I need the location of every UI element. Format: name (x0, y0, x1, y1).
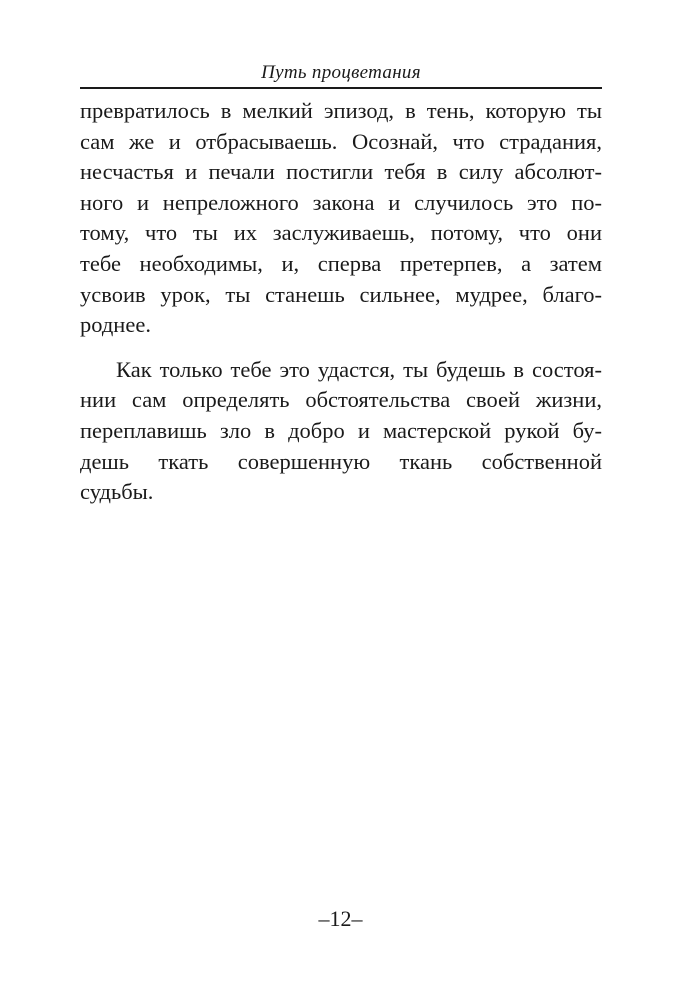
text-line: переплавишь зло в добро и мастерской рукой бу- (80, 417, 602, 443)
text-line: нии сам определять обстоятельства своей жизни, (80, 387, 602, 413)
text-line: роднее. (80, 312, 151, 338)
body-text (80, 96, 602, 508)
text-line: судьбы. (80, 479, 154, 505)
text-line: тебе необходимы, и, сперва претерпев, а затем (80, 250, 602, 276)
text-line: несчастья и печали постигли тебя в силу абсолют- (80, 159, 602, 185)
paragraph (80, 355, 602, 508)
paragraph (80, 96, 602, 341)
page-number: –12– (318, 906, 363, 931)
text-line: дешь ткать совершенную ткань собственной (80, 448, 602, 474)
text-line: превратилось в мелкий эпизод, в тень, которую ты (80, 98, 602, 123)
paragraph-gap (80, 341, 602, 355)
text-line: сам же и отбрасываешь. Осознай, что страдания, (80, 128, 602, 154)
text-line: ного и непреложного закона и случилось это по- (80, 189, 602, 215)
running-head-title: Путь процветания (261, 62, 421, 83)
header-rule (80, 87, 602, 89)
text-line: Как только тебе это удастся, ты будешь в состоя- (116, 356, 602, 382)
text-line: усвоив урок, ты станешь сильнее, мудрее, благо- (80, 281, 602, 307)
text-line: тому, что ты их заслуживаешь, потому, что они (80, 220, 602, 246)
